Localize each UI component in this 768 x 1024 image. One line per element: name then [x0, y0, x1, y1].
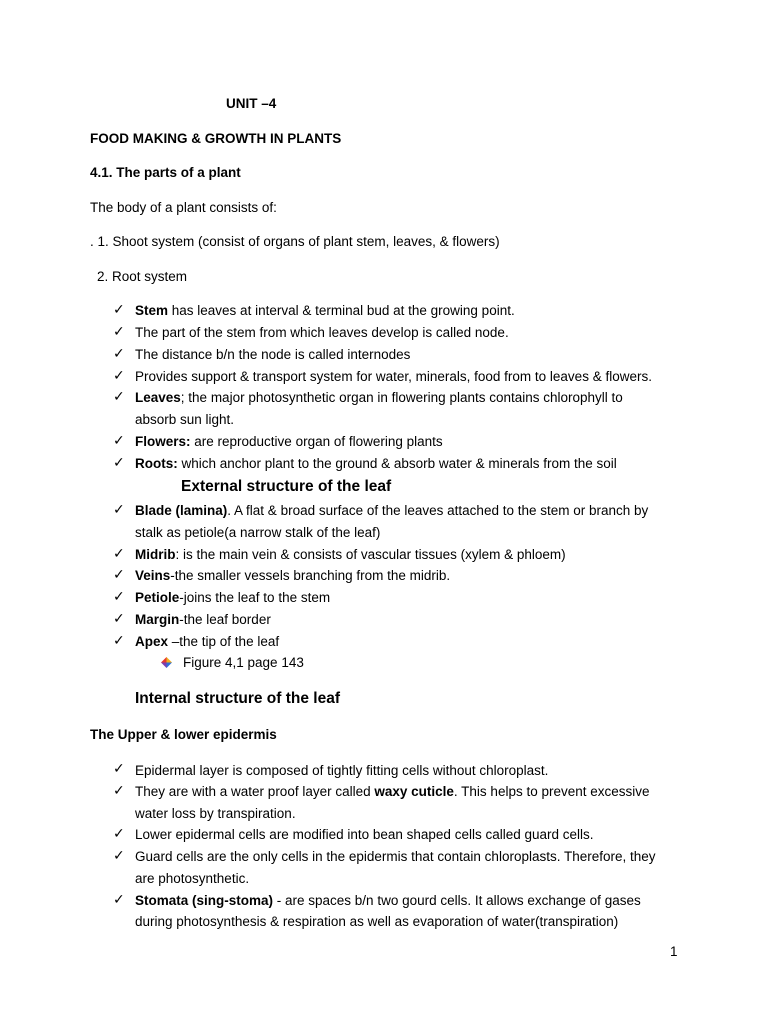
list-item: Provides support & transport system for water, minerals, food from to leaves & flowers.	[135, 369, 652, 384]
check-icon: ✓	[113, 324, 125, 340]
external-structure-heading: External structure of the leaf	[181, 478, 392, 495]
list-item: Stomata (sing-stoma) - are spaces b/n two gourd cells. It allows exchange of gases	[135, 893, 641, 908]
check-icon: ✓	[113, 826, 125, 842]
list-item-continuation: are photosynthetic.	[135, 871, 250, 886]
list-item: Roots: which anchor plant to the ground & absorb water & minerals from the soil	[135, 456, 617, 471]
list-item: Midrib: is the main vein & consists of vascular tissues (xylem & phloem)	[135, 547, 566, 562]
list-item-continuation: absorb sun light.	[135, 412, 235, 427]
check-icon: ✓	[113, 455, 125, 471]
check-icon: ✓	[113, 346, 125, 362]
internal-structure-heading: Internal structure of the leaf	[135, 690, 340, 707]
epidermis-subheading: The Upper & lower epidermis	[90, 727, 277, 742]
check-icon: ✓	[113, 848, 125, 864]
list-item: Lower epidermal cells are modified into bean shaped cells called guard cells.	[135, 827, 594, 842]
list-item: Epidermal layer is composed of tightly fitting cells without chloroplast.	[135, 763, 549, 778]
check-icon: ✓	[113, 633, 125, 649]
list-item-continuation: water loss by transpiration.	[135, 806, 296, 821]
check-icon: ✓	[113, 761, 125, 777]
list-item: The part of the stem from which leaves develop is called node.	[135, 325, 509, 340]
check-icon: ✓	[113, 368, 125, 384]
root-system-item: 2. Root system	[97, 269, 188, 284]
check-icon: ✓	[113, 611, 125, 627]
list-item: Flowers: are reproductive organ of flowering plants	[135, 434, 443, 449]
list-item: They are with a water proof layer called waxy cuticle. This helps to prevent excessive	[135, 784, 650, 799]
check-icon: ✓	[113, 433, 125, 449]
list-item: Blade (lamina). A flat & broad surface of the leaves attached to the stem or branch by	[135, 503, 649, 518]
section-intro: The body of a plant consists of:	[90, 200, 277, 215]
list-item-continuation: stalk as petiole(a narrow stalk of the leaf)	[135, 525, 381, 540]
list-item: Guard cells are the only cells in the epidermis that contain chloroplasts. Therefore, they	[135, 849, 656, 864]
list-item: Apex –the tip of the leaf	[135, 634, 280, 649]
unit-title: UNIT –4	[226, 96, 277, 111]
diamond-bullet-icon	[161, 657, 172, 668]
check-icon: ✓	[113, 567, 125, 583]
main-title: FOOD MAKING & GROWTH IN PLANTS	[90, 131, 342, 146]
check-icon: ✓	[113, 546, 125, 562]
section-heading: 4.1. The parts of a plant	[90, 165, 241, 180]
list-item: Stem has leaves at interval & terminal bud at the growing point.	[135, 303, 515, 318]
list-item: Veins-the smaller vessels branching from the midrib.	[135, 568, 451, 583]
shoot-system-item: . 1. Shoot system (consist of organs of plant stem, leaves, & flowers)	[90, 234, 500, 249]
figure-reference: Figure 4,1 page 143	[183, 655, 304, 670]
list-item: The distance b/n the node is called internodes	[135, 347, 411, 362]
check-icon: ✓	[113, 892, 125, 908]
list-item-continuation: during photosynthesis & respiration as well as evaporation of water(transpiration)	[135, 914, 619, 929]
list-item: Petiole-joins the leaf to the stem	[135, 590, 331, 605]
check-icon: ✓	[113, 502, 125, 518]
list-item: Leaves; the major photosynthetic organ in flowering plants contains chlorophyll to	[135, 390, 623, 405]
check-icon: ✓	[113, 302, 125, 318]
check-icon: ✓	[113, 389, 125, 405]
check-icon: ✓	[113, 589, 125, 605]
list-item: Margin-the leaf border	[135, 612, 271, 627]
check-icon: ✓	[113, 783, 125, 799]
page-number: 1	[670, 944, 678, 959]
